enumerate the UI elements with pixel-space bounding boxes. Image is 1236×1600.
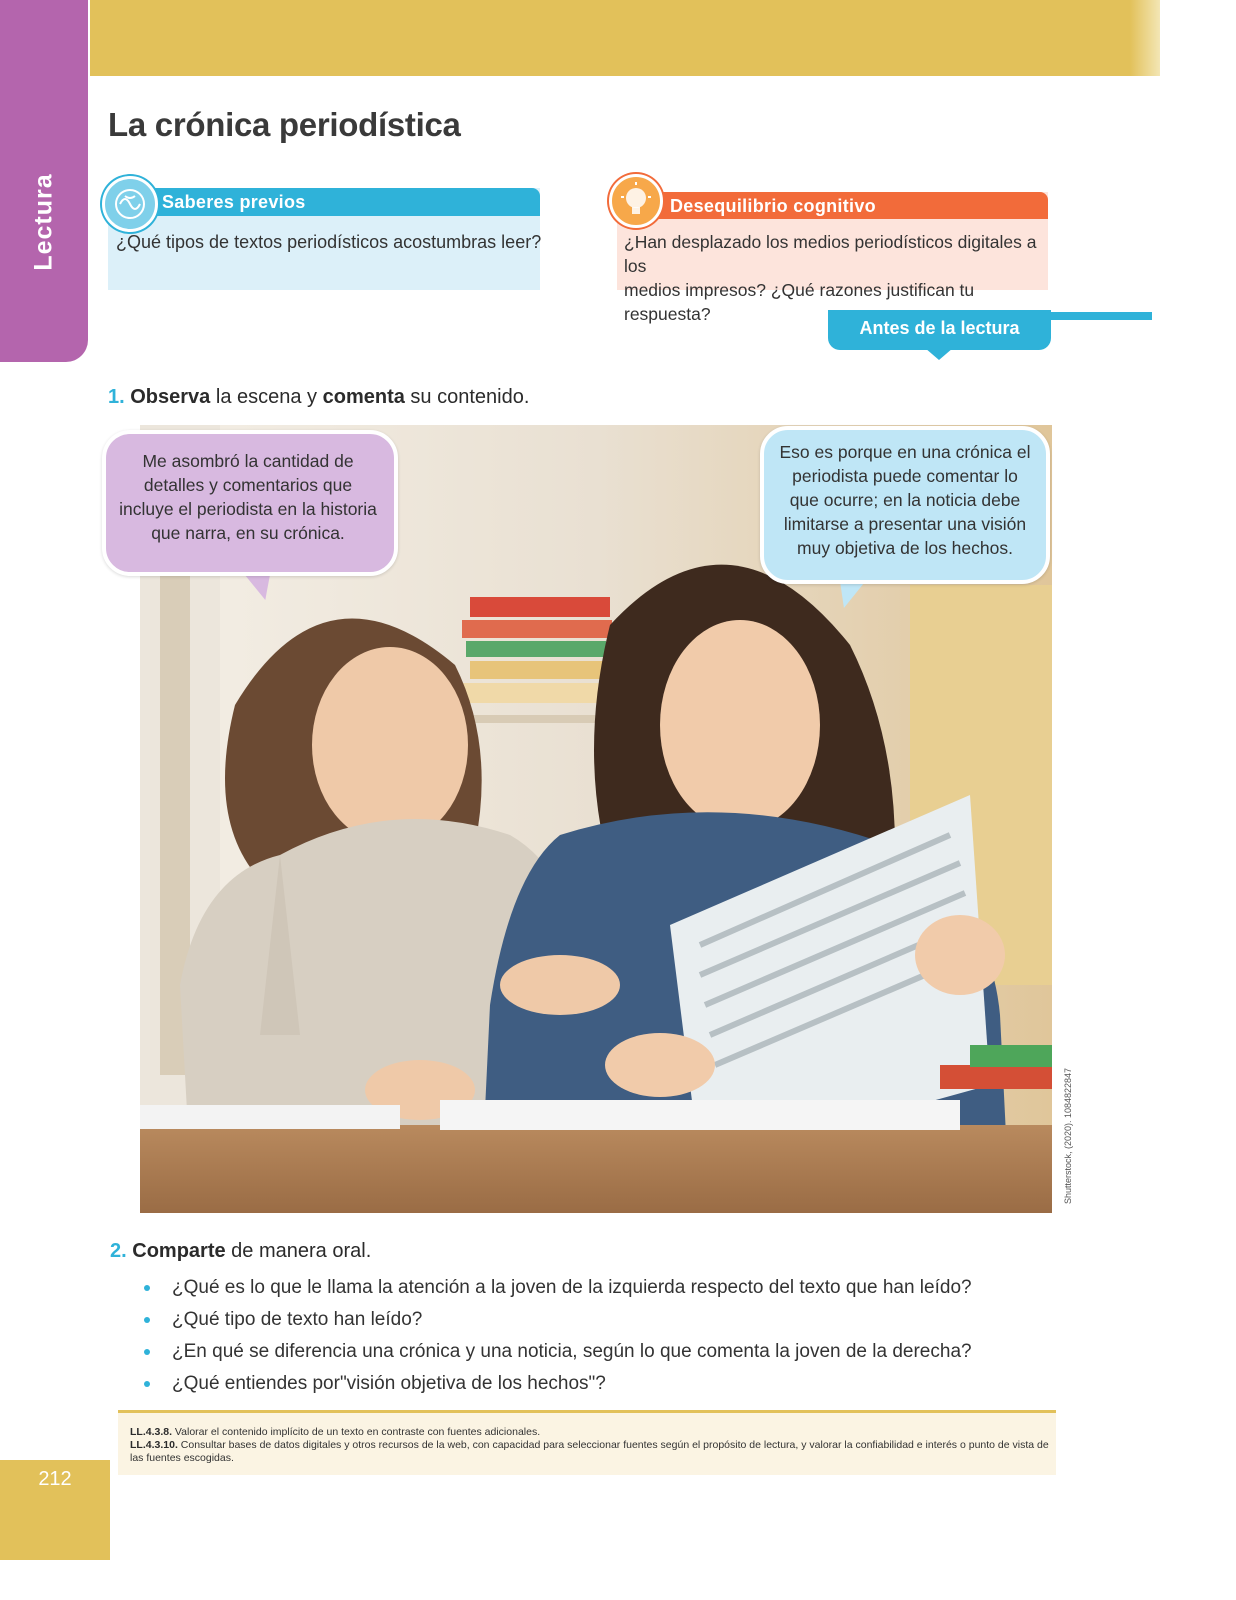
bubble-line: detalles y comentarios que <box>143 475 353 495</box>
activity-1-text-end: su contenido. <box>404 386 530 408</box>
saberes-previos-question: ¿Qué tipos de textos periodísticos acostumbras leer? <box>116 232 542 252</box>
desequilibrio-question-line: medios impresos? ¿Qué razones justifican tu respuesta? <box>624 280 975 324</box>
bubble-line: limitarse a presentar una visión <box>783 514 1027 534</box>
list-item <box>144 1368 972 1400</box>
activity-1-text: la escena y <box>210 386 323 408</box>
list-item <box>144 1272 972 1304</box>
top-color-band <box>90 0 1150 76</box>
list-item <box>144 1336 972 1368</box>
bubble-line: incluye el periodista en la historia <box>119 499 377 519</box>
desequilibrio-cognitivo-heading: Desequilibrio cognitivo <box>670 196 876 216</box>
bullet-dot-icon <box>144 1349 150 1355</box>
question-text: ¿Qué tipo de texto han leído? <box>172 1309 423 1330</box>
activity-2-number: 2. <box>110 1240 127 1262</box>
bubble-line: Eso es porque en una crónica el <box>779 442 1031 462</box>
activity-1-verb-comenta: comenta <box>322 386 405 408</box>
top-band-edge <box>1130 0 1160 76</box>
activity-1-instruction <box>108 386 529 409</box>
curriculum-standards <box>130 1426 1050 1465</box>
question-text: ¿Qué entiendes por"visión objetiva de los hechos"? <box>172 1373 606 1394</box>
antes-de-la-lectura-label: Antes de la lectura <box>859 318 1020 338</box>
page-title: La crónica periodística <box>108 106 461 143</box>
standard-item <box>130 1426 1050 1439</box>
speech-bubble-right-text <box>768 440 1042 560</box>
activity-2-text: de manera oral. <box>225 1240 372 1262</box>
speech-bubble-left-text <box>110 449 386 545</box>
activity-2-question-list <box>144 1272 972 1400</box>
standard-code: LL.4.3.8. <box>130 1426 173 1438</box>
bubble-line: periodista puede comentar lo <box>792 466 1018 486</box>
desequilibrio-question-line: ¿Han desplazado los medios periodísticos digitales a los <box>624 232 1037 276</box>
photo-credit: Shutterstock, (2020). 1084822847 <box>1063 1067 1073 1205</box>
saberes-previos-heading: Saberes previos <box>162 192 306 212</box>
list-item <box>144 1304 972 1336</box>
page-number: 212 <box>38 1468 72 1490</box>
standard-text: Consultar bases de datos digitales y otros recursos de la web, con capacidad para seleccionar fuentes según el propósito de lectura, y valorar la confiabilidad e interés o punto de vista de las fuentes escogidas. <box>130 1439 1049 1464</box>
standard-text: Valorar el contenido implícito de un texto en contraste con fuentes adicionales. <box>172 1426 541 1438</box>
brain-icon <box>102 176 158 232</box>
section-tab-label: Lectura <box>29 173 58 271</box>
activity-1-verb-observa: Observa <box>130 386 211 408</box>
standard-code: LL.4.3.10. <box>130 1439 178 1451</box>
lightbulb-icon <box>609 174 663 228</box>
bubble-line: que ocurre; en la noticia debe <box>789 490 1021 510</box>
bubble-line: Me asombró la cantidad de <box>142 451 354 471</box>
bullet-dot-icon <box>144 1317 150 1323</box>
activity-1-number: 1. <box>108 386 125 408</box>
bullet-dot-icon <box>144 1285 150 1291</box>
activity-2-instruction <box>110 1240 371 1263</box>
banner-pointer <box>925 348 953 360</box>
bubble-line: muy objetiva de los hechos. <box>797 538 1013 558</box>
bullet-dot-icon <box>144 1381 150 1387</box>
standard-item <box>130 1439 1050 1465</box>
question-text: ¿Qué es lo que le llama la atención a la joven de la izquierda respecto del texto que han leído? <box>172 1277 972 1298</box>
activity-2-verb-comparte: Comparte <box>132 1240 226 1262</box>
question-text: ¿En qué se diferencia una crónica y una noticia, según lo que comenta la joven de la derecha? <box>172 1341 972 1362</box>
bubble-line: que narra, en su crónica. <box>151 523 345 543</box>
